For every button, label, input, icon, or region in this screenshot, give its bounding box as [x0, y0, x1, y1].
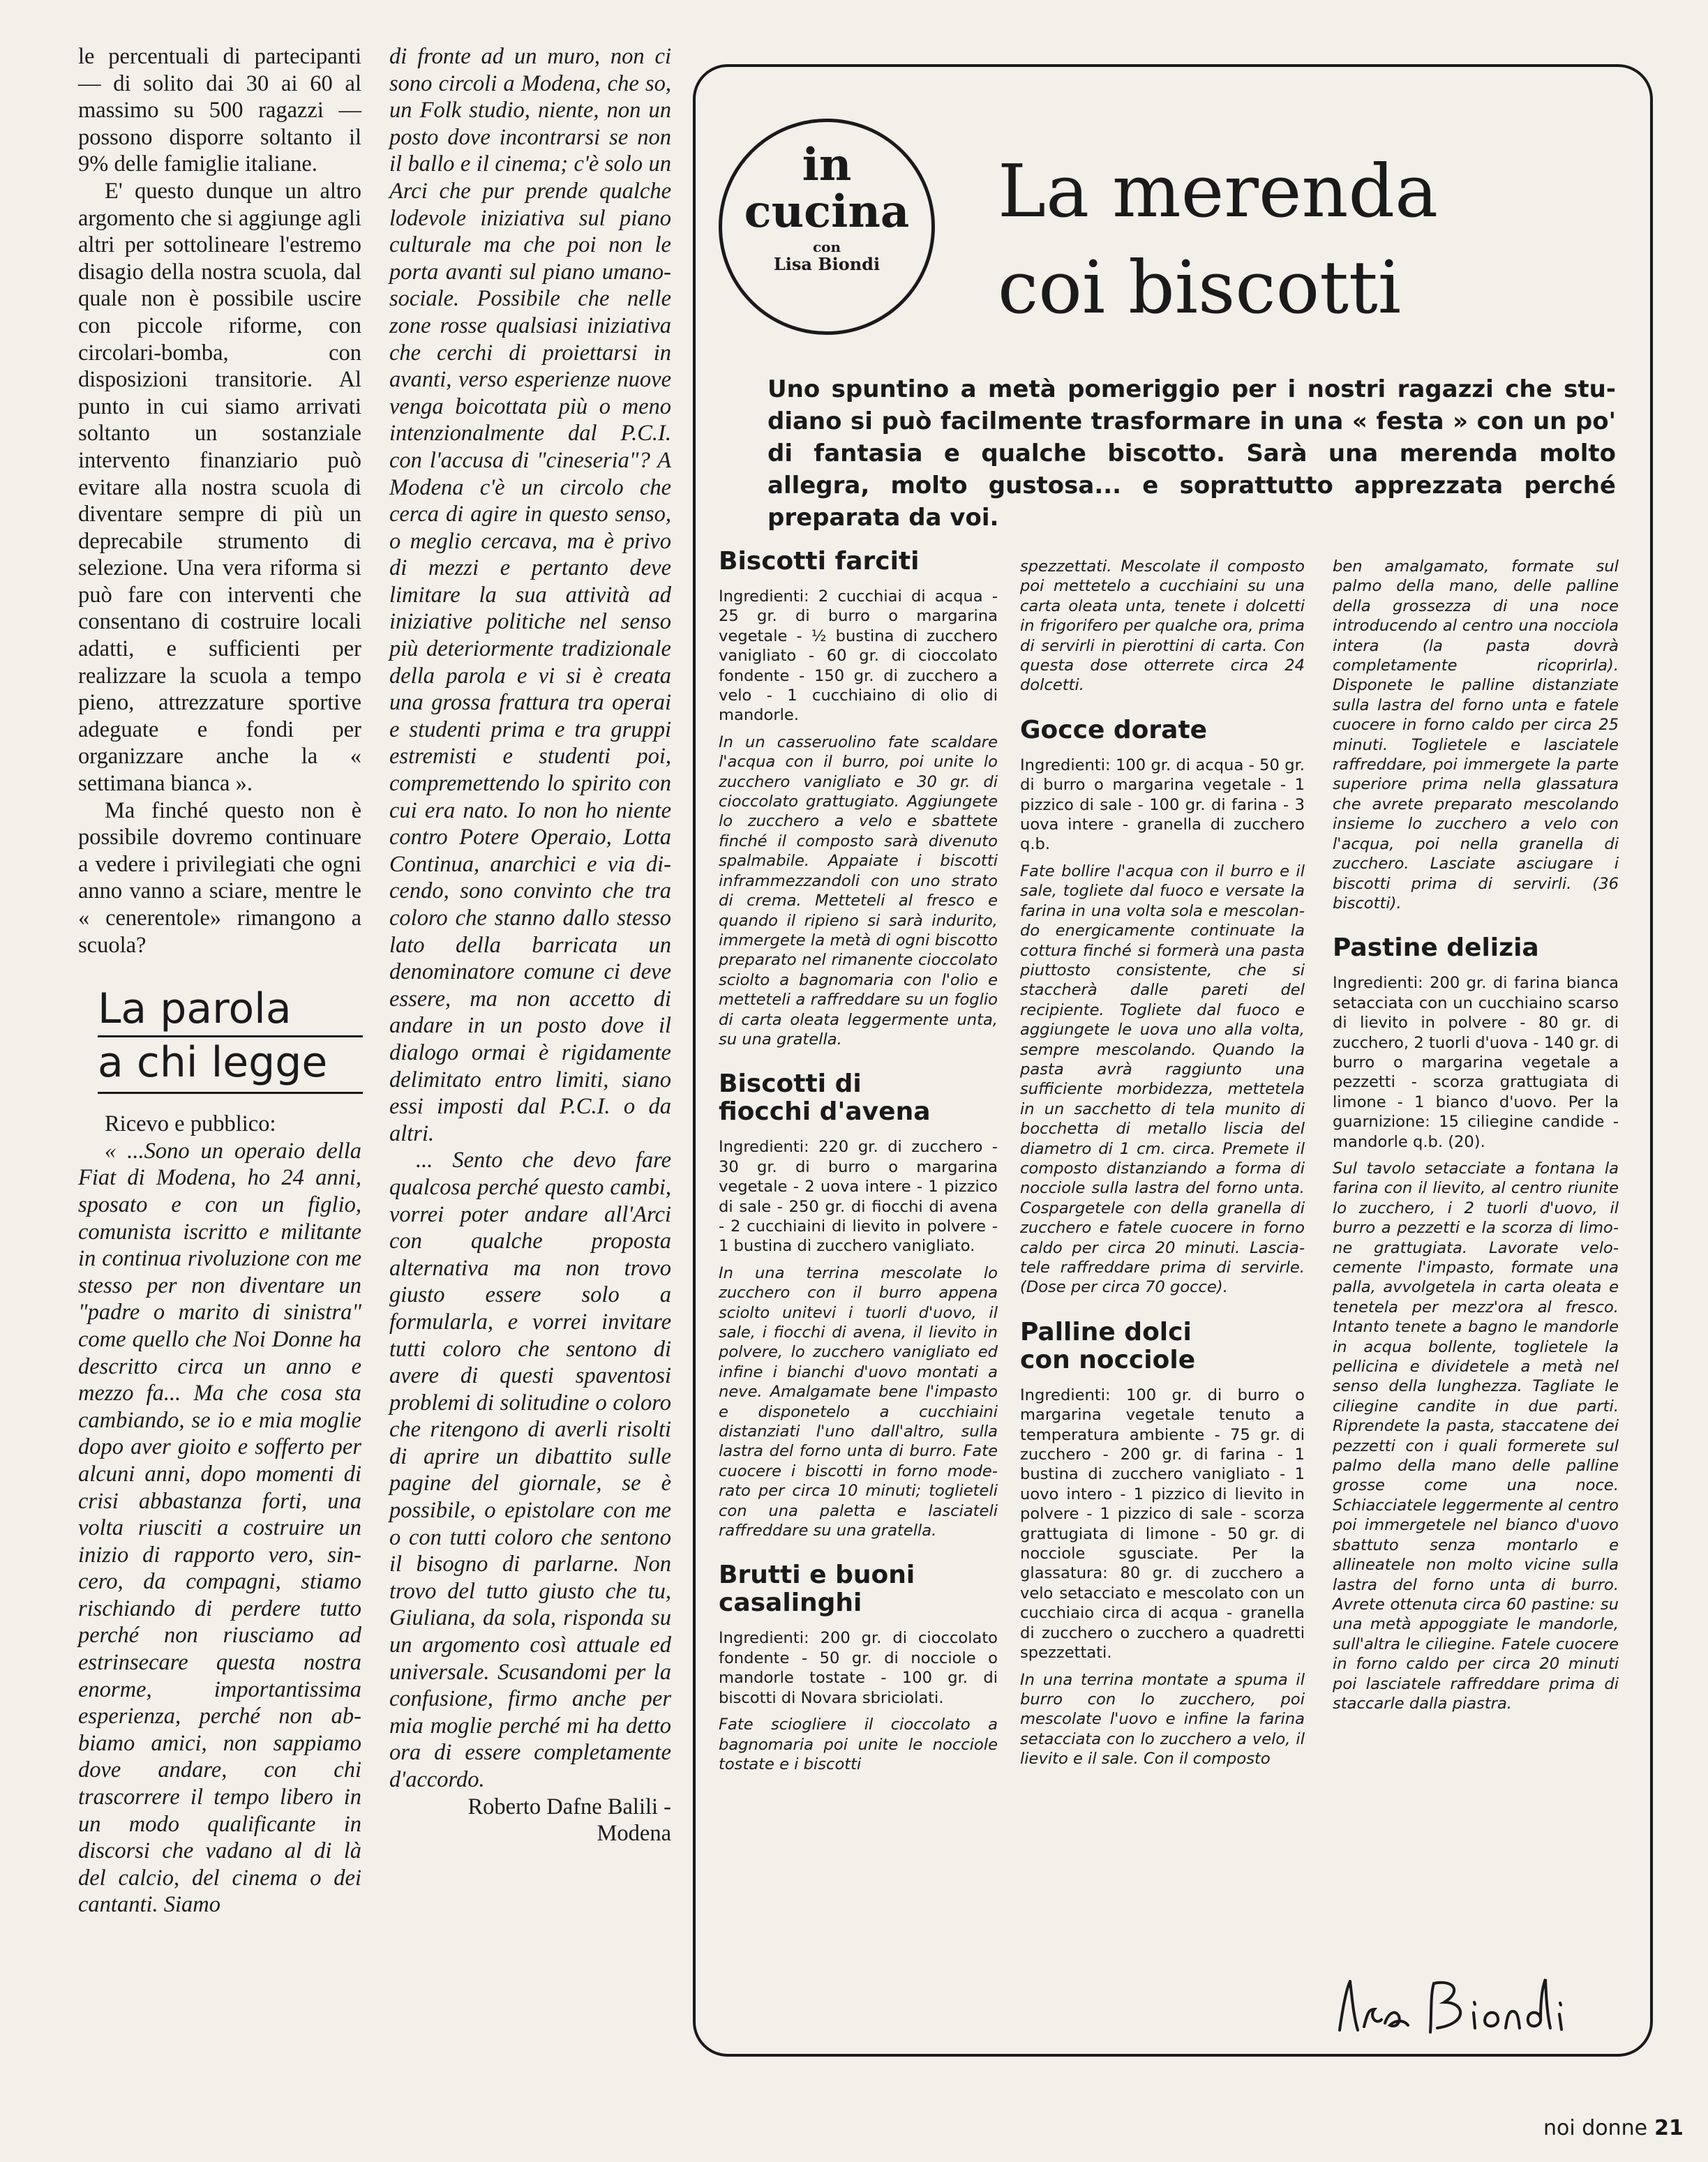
- letters-heading: [98, 984, 363, 1094]
- letters-heading-line1: La parola: [98, 984, 363, 1037]
- recipe-intro: Uno spuntino a metà pomeriggio per i nostri ragazzi che studiano si può facilmente trasformare in una « festa » con un po' di fantasia e qualche biscotto. Sarà una merenda molto allegra, molto gustosa... e soprattutto apprezzata perché preparata da voi.: [767, 375, 1616, 532]
- recipe-method: In una terrina mescolate lo zucchero con il burro appena sciolto unitevi i tuorli d'uovo, il sale, i fiocchi di avena, il lievito in polvere, lo zucchero vanigliato ed infine i bianchi d'uovo montati a neve. Amalgamate bene l'impasto e disponetelo a cucchiaini distanziati l'uno dall'altro, sulla lastra del forno unta di burro. Fate cuocere i biscotti in forno moderato per circa 10 minuti; toglieteli con una paletta e lasciateli raffreddare su una gratella.: [719, 1263, 998, 1540]
- article-column-left: [78, 43, 361, 1919]
- recipe-ingredients: Ingredienti: 200 gr. di farina bianca setacciata con un cucchiaino scarso di lievito in polvere - 80 gr. di zucchero, 2 tuorli d'uova - 140 gr. di burro o margarina vegetale a pezzetti - scorza grattugiata di limone - 1 bianco d'uovo. Per la guarnizione: 15 ciliegine candide - mandorle q.b. (20).: [1333, 974, 1619, 1151]
- article-paragraph: Ma finché questo non è possibile dovremo continuare a vedere i privilegiati che ogni anno vanno a sciare, mentre le « cenerentole» rimangono a scuola?: [78, 797, 361, 958]
- recipe-heading-line: Biscotti di: [719, 1069, 862, 1099]
- recipe-ingredients: Ingredienti: 2 cucchiai di acqua - 25 gr. di burro o margarina vegetale - ½ bustina di zucchero vanigliato - 60 gr. di cioccolato fondente - 150 gr. di zucchero a velo - 1 cucchiaino di olio di mandorle.: [719, 587, 998, 725]
- article-column-middle: [389, 43, 671, 1847]
- letter-text: « ...Sono un operaio della Fiat di Modena, ho 24 anni, sposato e con un figlio, comunista iscritto e militante in continua rivoluzione con me stesso per non diventare un "padre o marito di sinistra" come quello che Noi Donne ha descritto circa un anno e mezzo fa... Ma che cosa sta cambiando, se io e mia moglie dopo aver gioito e sofferto per alcuni anni, dopo momenti di crisi abbastanza forti, una volta riusciti a costruire un inizio di rapporto vero, sincero, da compagni, stiamo rischiando di perdere tutto perché non riusciamo ad estrinsecare questa nostra enorme, importantissima esperienza, perché non abbiamo amici, non sappiamo dove andare, con chi trascorrere il tempo libero in un modo qualificante in discorsi che vadano al di là del calcio, del cinema o dei cantanti. Siamo: [78, 1138, 361, 1918]
- letter-text: di fronte ad un muro, non ci sono circoli a Modena, che so, un Folk studio, niente, non un posto dove incontrarsi se non il ballo e il cinema; c'è solo un Arci che pur prende qualche lodevole iniziativa sul piano culturale ma che poi non le porta avanti sul piano umano-sociale. Possibile che nelle zone rosse qualsiasi iniziativa che cerchi di proiettarsi in avanti, verso esperienze nuove venga boicottata più o meno intenzionalmente dal P.C.I. con l'accusa di "cineseria"? A Modena c'è un circolo che cerca di agire in questo senso, o meglio cercava, ma è privo di mezzi e pertanto deve limitare la sua attività ad iniziative politiche nel senso più deteriormente tradizionale della parola e vi si è creata una grossa frattura tra operai e studenti prima e tra gruppi estremisti e studenti poi, compremettendo lo spirito con cui era nato. Io non ho niente contro Potere Operaio, Lotta Continua, anarchici e via dicendo, sono convinto che tra coloro che stanno dallo stesso lato della barricata un denominatore comune ci deve essere, ma non accetto di andare in un posto dove il dialogo ormai è rigidamente delimitato entro limiti, siano essi imposti dal P.C.I. o da altri.: [389, 44, 671, 1146]
- recipe-method: Fate bollire l'acqua con il burro e il sale, togliete dal fuoco e versate la farina in una volta sola e mescolando energicamente continuate la cottura finché si formerà una pasta piuttosto consistente, che si staccherà dalle pareti del recipiente. Togliete dal fuoco e aggiungete le uova uno alla volta, sempre mescolando. Quando la pasta avrà raggiunto una sufficiente morbidezza, mettetela in un sacchetto di tela munito di bocchetta di metallo liscia del diametro di 1 cm. circa. Premete il composto distanziando a forma di nocciole sulla lastra del forno unta. Cospargetele con della granella di zucchero e fatele cuocere in forno caldo per circa 20 minuti. Lasciatele raffreddare prima di servirle. (Dose per circa 70 gocce).: [1020, 862, 1305, 1297]
- article-paragraph: le percentuali di partecipanti — di solito dai 30 ai 60 al massimo su 500 ragazzi — possono disporre soltanto il 9% delle famiglie italiane.: [78, 44, 361, 177]
- article-paragraph: E' questo dunque un altro argomento che si aggiunge agli altri per sottolineare l'estremo disagio della nostra scuola, dal quale non è possibile uscire con piccole riforme, con circolari-bomba, con disposizioni transitorie. Al punto in cui siamo arrivati soltanto un sostanziale intervento finanziario può evitare alla nostra scuola di diventare sempre di più un deprecabile strumento di selezione. Una vera riforma si può fare con interventi che consentano di costruire locali adatti, e sufficienti per realizzare la scuola a tempo pieno, attrezzature sportive adeguate e fondi per organizzare anche la « settimana bianca ».: [78, 178, 361, 797]
- in-cucina-badge: [719, 119, 935, 335]
- recipe-title-line1: La merenda: [998, 149, 1439, 234]
- recipe-heading-line: con nocciole: [1020, 1345, 1196, 1374]
- recipe-heading: Pastine delizia: [1333, 933, 1539, 963]
- badge-author: Lisa Biondi: [773, 254, 881, 274]
- recipe-column-c: [1333, 557, 1619, 1720]
- page-footer: [1543, 2117, 1684, 2140]
- recipe-heading: [719, 1561, 998, 1617]
- recipe-ingredients: Ingredienti: 100 gr. di acqua - 50 gr. di burro o margarina vegetale - 1 pizzico di sale - 100 gr. di farina - 3 uova intere - granella di zucchero q.b.: [1020, 756, 1305, 854]
- badge-line2: cucina: [744, 186, 910, 238]
- recipe-title-line2: coi biscotti: [998, 245, 1402, 330]
- recipe-ingredients: Ingredienti: 220 gr. di zucchero - 30 gr. di burro o margarina vegetale - 2 uova intere - 1 pizzico di sale - 250 gr. di fiocchi di avena - 2 cucchiaini di lievito in polvere - 1 bustina di zucchero vanigliato.: [719, 1138, 998, 1256]
- recipe-title: [998, 143, 1500, 336]
- recipe-ingredients: Ingredienti: 200 gr. di cioccolato fondente - 50 gr. di nocciole o mandorle tostate - 100 gr. di biscotti di Novara sbriciolati.: [719, 1629, 998, 1707]
- author-signature-icon: [1326, 1971, 1605, 2048]
- recipe-method: Sul tavolo setacciate a fontana la farina con il lievito, al centro riunite lo zucchero, i 2 tuorli d'uovo, il burro a pezzetti e la scorza di limone grattugiata. Lavorate velocemente l'impasto, formate una palla, avvolgetela in carta oleata e tenetela per mezz'ora al fresco. Intanto tenete a bagno le mandorle in acqua bollente, toglietele la pellicina e dividetele a metà nel senso della lunghezza. Tagliate le ciliegine candite in due parti. Riprendete la pasta, staccatene dei pezzetti con i quali formerete sul palmo della mano delle palline grosse come una noce. Schiacciatele leggermente al centro poi immergetele nel bianco d'uovo sbattuto senza montarlo e allineatele non molto vicine sulla lastra del forno unta di burro. Avrete ottenuta circa 60 pastine: su una metà appoggiate le mandorle, sull'altra le ciliegine. Fatele cuocere in forno caldo per circa 20 minuti poi lasciatele raffreddare prima di staccarle dalla piastra.: [1333, 1159, 1619, 1713]
- magazine-name: noi donne: [1543, 2116, 1648, 2140]
- badge-line3: con: [812, 239, 841, 255]
- recipe-method: In un casseruolino fate scaldare l'acqua con il burro, poi unite lo zucchero vanigliato e 30 gr. di cioccolato grattugiato. Aggiungete lo zucchero a velo e sbattete finché il composto sarà divenuto spalmabile. Appaiate i biscotti inframmezzandoli con uno strato di crema. Metteteli al fresco e quando il ripieno si sarà indurito, immergete la metà di ogni biscotto preparato nel rimanente cioccolato sciolto a bagnomaria con l'olio e metteteli a raffreddare su un foglio di carta oleata leggermente unta, su una gratella.: [719, 733, 998, 1049]
- recipe-heading-line: Brutti e buoni: [719, 1561, 915, 1590]
- recipe-heading: [1020, 1319, 1305, 1374]
- recipe-column-a: [719, 548, 998, 1781]
- recipe-heading-line: casalinghi: [719, 1589, 862, 1618]
- badge-line1: in: [802, 139, 852, 191]
- letter-text: ... Sento che devo fare qualcosa perché questo cambi, vorrei poter andare all'Arci con qualche proposta alternativa ma non trovo giusto essere solo a formularla, e vorrei invitare tutti coloro che sentono di avere di questi spaventosi problemi di solitudine o coloro che ritengono di averli risolti di aprire un dibattito sulle pagine del giornale, se è possibile, o epistolare con me o con tutti coloro che sentono il bisogno di parlarne. Non trovo del tutto giusto che tu, Giuliana, da sola, risponda su un argomento così attuale ed universale. Scusandomi per la confusione, firmo anche per mia moglie perché mi ha detto ora di essere completamente d'accordo.: [389, 1148, 671, 1792]
- recipe-column-b: [1020, 557, 1305, 1776]
- recipe-method: In una terrina montate a spuma il burro con lo zucchero, poi mescolate l'uovo e infine la farina setacciata con lo zucchero a velo, il lievito e il sale. Con il composto: [1020, 1670, 1305, 1769]
- letter-signature: Roberto Dafne Balili - Modena: [467, 1794, 671, 1847]
- recipe-method: ben amalgamato, formate sul palmo della mano, delle palline della grossezza di una noce introducendo al centro una nocciola intera (la pasta dovrà completamente ricoprirla). Disponete le palline distanziate sulla lastra del forno unta e fatele cuocere in forno caldo per circa 25 minuti. Toglietele e lasciatele raffreddare, poi immergete la parte superiore prima nella glassatura che avrete preparato mescolando insieme lo zucchero a velo con l'acqua, poi nella granella di zucchero. Lasciate asciugare i biscotti prima di servirli. (36 biscotti).: [1333, 557, 1619, 913]
- recipe-heading: Biscotti farciti: [719, 547, 920, 576]
- recipe-heading: [719, 1070, 998, 1126]
- recipe-ingredients: Ingredienti: 100 gr. di burro o margarina vegetale tenuto a temperatura ambiente - 75 gr. di zucchero - 200 gr. di farina - 1 bustina di zucchero vanigliato - 1 uovo intero - 1 pizzico di lievito in polvere - 1 pizzico di sale - scorza grattugiata di limone - 50 gr. di nocciole sgusciate. Per la glassatura: 80 gr. di zucchero a velo setacciato e mescolato con un cucchiaio circa di acqua - granella di zucchero o zucchero a quadretti spezzettati.: [1020, 1386, 1305, 1662]
- recipe-heading-line: fiocchi d'avena: [719, 1097, 931, 1127]
- page-number: 21: [1654, 2116, 1684, 2140]
- letters-heading-line2: a chi legge: [98, 1037, 363, 1094]
- letter-intro: Ricevo e pubblico:: [105, 1111, 276, 1137]
- recipe-method: spezzettati. Mescolate il composto poi mettetelo a cucchiaini su una carta oleata unta, tenete i dolcetti in frigorifero per qualche ora, prima di servirli in pierottini di carta. Con questa dose otterrete circa 24 dolcetti.: [1020, 557, 1305, 695]
- recipe-heading: Gocce dorate: [1020, 715, 1208, 744]
- recipe-method: Fate sciogliere il cioccolato a bagnomaria poi unite le nocciole tostate e i biscotti: [719, 1716, 998, 1773]
- recipe-heading-line: Palline dolci: [1020, 1317, 1192, 1346]
